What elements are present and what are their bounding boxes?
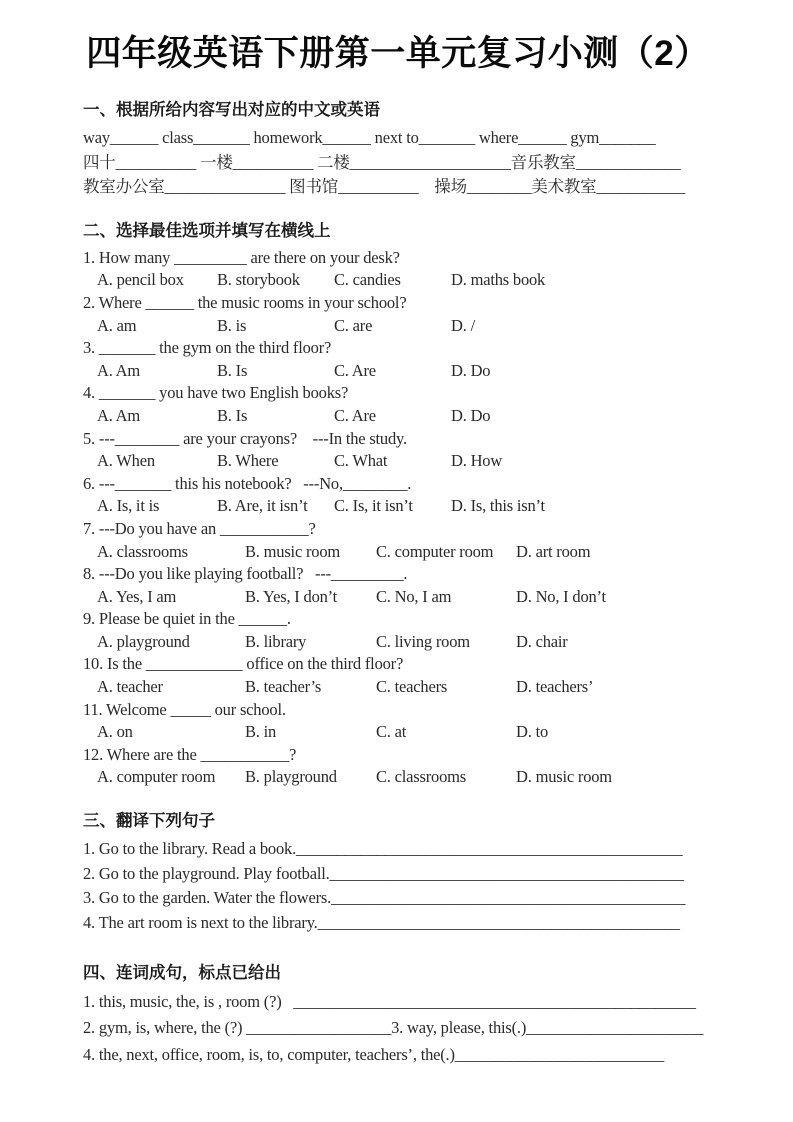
question-6: 6. ---_______ this his notebook? ---No,________. <box>83 473 412 493</box>
option-c: C. living room <box>376 631 470 651</box>
option-b: B. Is <box>217 360 248 380</box>
section-3-heading: 三、翻译下列句子 <box>83 812 215 831</box>
sentence-line: 4. the, next, office, room, is, to, computer, teachers’, the(.)__________________________ <box>83 1044 665 1064</box>
option-a: A. Yes, I am <box>97 586 177 606</box>
question-10: 10. Is the ____________ office on the third floor? <box>83 654 404 674</box>
options-row-12 <box>83 766 741 789</box>
option-a: A. on <box>97 722 133 742</box>
options-row-6 <box>83 495 741 518</box>
section-2-heading: 二、选择最佳选项并填写在横线上 <box>83 221 331 240</box>
option-c: C. candies <box>334 270 401 290</box>
option-c: C. No, I am <box>376 586 452 606</box>
option-d: D. Is, this isn’t <box>451 496 545 516</box>
option-b: B. in <box>245 722 277 742</box>
option-d: D. to <box>516 722 549 742</box>
option-d: D. Do <box>451 360 491 380</box>
option-c: C. What <box>334 451 388 471</box>
options-row-7 <box>83 541 741 564</box>
question-7: 7. ---Do you have an ___________? <box>83 518 316 538</box>
option-a: A. am <box>97 315 137 335</box>
option-d: D. maths book <box>451 270 546 290</box>
option-b: B. Where <box>217 451 279 471</box>
option-b: B. Are, it isn’t <box>217 496 308 516</box>
option-d: D. art room <box>516 541 591 561</box>
option-a: A. When <box>97 451 155 471</box>
option-c: C. Are <box>334 360 376 380</box>
option-a: A. classrooms <box>97 541 188 561</box>
translation-line: 2. Go to the playground. Play football.____________________________________________ <box>83 863 684 883</box>
section-1-heading: 一、根据所给内容写出对应的中文或英语 <box>83 101 380 119</box>
option-c: C. classrooms <box>376 767 466 787</box>
question-5: 5. ---________ are your crayons? ---In the study. <box>83 428 407 448</box>
options-row-4 <box>83 405 741 428</box>
option-c: C. teachers <box>376 677 448 697</box>
options-row-8 <box>83 586 741 609</box>
option-d: D. Do <box>451 405 491 425</box>
question-2: 2. Where ______ the music rooms in your school? <box>83 292 407 312</box>
section-sentence-building <box>83 963 741 1069</box>
options-row-2 <box>83 315 741 338</box>
sentence-line: 2. gym, is, where, the (?) __________________3. way, please, this(.)______________________ <box>83 1018 704 1038</box>
option-b: B. Is <box>217 405 248 425</box>
worksheet-title: 四年级英语下册第一单元复习小测（2） <box>86 34 710 73</box>
option-a: A. teacher <box>97 677 163 697</box>
fill-blank-line: 教室办公室_______________ 图书馆__________ 操场________美术教室___________ <box>83 177 686 197</box>
options-row-5 <box>83 450 741 473</box>
option-d: D. / <box>451 315 475 335</box>
section-translation <box>83 811 741 936</box>
option-d: D. music room <box>516 767 612 787</box>
question-1: 1. How many _________ are there on your desk? <box>83 247 400 267</box>
section-multiple-choice <box>83 221 741 789</box>
option-c: C. are <box>334 315 373 335</box>
option-a: A. Am <box>97 405 141 425</box>
question-4: 4. _______ you have two English books? <box>83 383 349 403</box>
question-12: 12. Where are the ___________? <box>83 744 297 764</box>
translation-line: 3. Go to the garden. Water the flowers.____________________________________________ <box>83 888 686 908</box>
question-8: 8. ---Do you like playing football? ---_________. <box>83 564 408 584</box>
option-c: C. Are <box>334 405 376 425</box>
option-a: A. computer room <box>97 767 216 787</box>
section-vocabulary <box>83 100 741 200</box>
option-a: A. playground <box>97 631 190 651</box>
sentence-line: 1. this, music, the, is , room (?) __________________________________________________ <box>83 991 696 1011</box>
question-3: 3. _______ the gym on the third floor? <box>83 338 332 358</box>
option-c: C. at <box>376 722 407 742</box>
option-c: C. Is, it isn’t <box>334 496 413 516</box>
section-4-heading: 四、连词成句，标点已给出 <box>83 963 281 982</box>
option-b: B. is <box>217 315 247 335</box>
option-b: B. library <box>245 631 307 651</box>
option-d: D. teachers’ <box>516 677 594 697</box>
option-d: D. chair <box>516 631 568 651</box>
option-d: D. No, I don’t <box>516 586 606 606</box>
option-d: D. How <box>451 451 503 471</box>
options-row-10 <box>83 676 741 699</box>
fill-blank-line: 四十__________ 一楼__________ 二楼____________________音乐教室_____________ <box>83 152 681 172</box>
option-a: A. Am <box>97 360 141 380</box>
options-row-3 <box>83 360 741 383</box>
options-row-11 <box>83 721 741 744</box>
option-b: B. playground <box>245 767 337 787</box>
option-c: C. computer room <box>376 541 494 561</box>
fill-blank-line: way______ class_______ homework______ next to_______ where______ gym_______ <box>83 128 656 147</box>
question-9: 9. Please be quiet in the ______. <box>83 609 291 629</box>
option-a: A. Is, it is <box>97 496 160 516</box>
option-a: A. pencil box <box>97 270 184 290</box>
option-b: B. teacher’s <box>245 677 322 697</box>
options-row-1 <box>83 269 741 292</box>
option-b: B. music room <box>245 541 341 561</box>
translation-line: 1. Go to the library. Read a book.________________________________________________ <box>83 839 683 859</box>
options-row-9 <box>83 631 741 654</box>
option-b: B. storybook <box>217 270 300 290</box>
question-11: 11. Welcome _____ our school. <box>83 699 286 719</box>
translation-line: 4. The art room is next to the library._____________________________________________ <box>83 913 680 933</box>
option-b: B. Yes, I don’t <box>245 586 338 606</box>
